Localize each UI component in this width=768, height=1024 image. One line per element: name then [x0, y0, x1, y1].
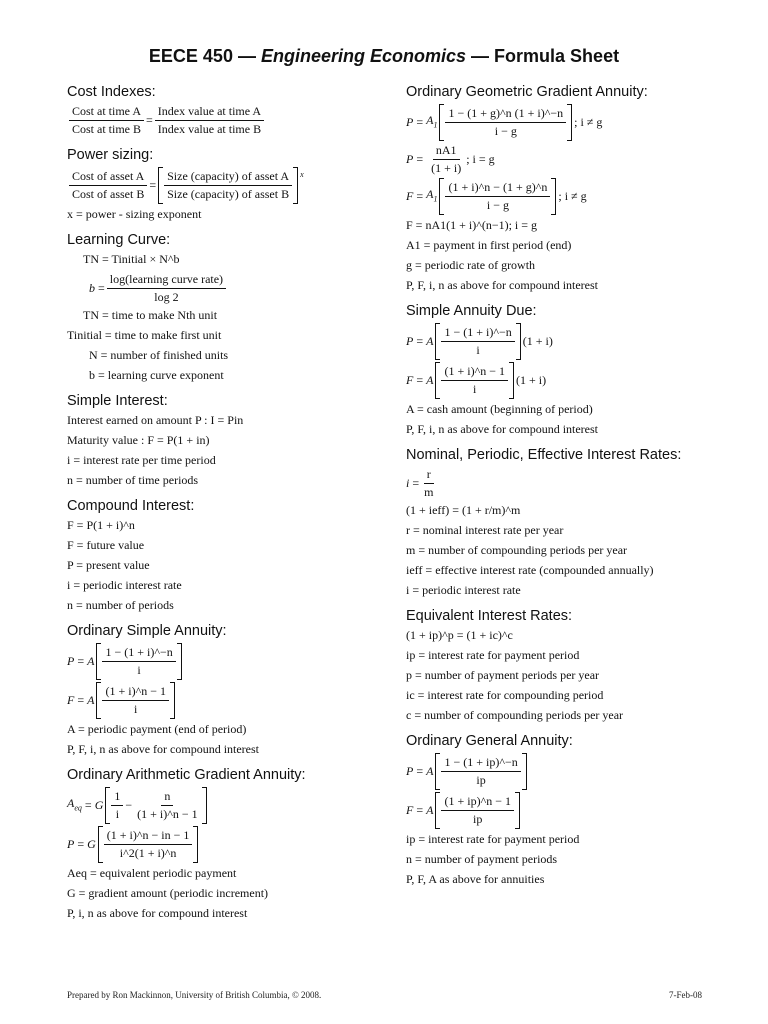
definition: c = number of compounding periods per year	[406, 708, 624, 722]
definition: Aeq = equivalent periodic payment	[67, 866, 237, 880]
section-cost-indexes	[67, 84, 387, 137]
definition: i = periodic interest rate	[406, 583, 521, 597]
definition: ip = interest rate for payment period	[406, 648, 580, 662]
section-simple-annuity-due	[406, 303, 736, 437]
section-heading: Equivalent Interest Rates:	[406, 608, 573, 624]
section-ordinary-general-annuity	[406, 733, 736, 887]
section-heading: Cost Indexes:	[67, 84, 156, 100]
section-heading: Ordinary Arithmetic Gradient Annuity:	[67, 767, 306, 783]
definition: Tinitial = time to make first unit	[67, 328, 222, 342]
definition: r = nominal interest rate per year	[406, 523, 564, 537]
learning-curve-formula: TN = Tinitial × N^b	[83, 252, 180, 266]
definition: F = P(1 + i)^n	[67, 518, 135, 532]
definition: n = number of periods	[67, 598, 174, 612]
section-heading: Ordinary General Annuity:	[406, 733, 573, 749]
page-title: EECE 450 — Engineering Economics — Formula Sheet	[148, 46, 620, 66]
definition: G = gradient amount (periodic increment)	[67, 886, 269, 900]
section-heading: Nominal, Periodic, Effective Interest Rates:	[406, 447, 682, 463]
power-sizing-formula: $\frac{\text{Cost of asset A}}{\text{Cost of asset B}}$ = $\frac{\text{Size (capacity) of asset A}}{\text{Size (capacity) of asset B}}$ $^x$	[67, 167, 387, 204]
right-column	[406, 80, 736, 897]
section-arithmetic-gradient-annuity	[67, 767, 387, 921]
section-compound-interest	[67, 498, 387, 613]
definition: Maturity value : F = P(1 + in)	[67, 433, 210, 447]
definition: m = number of compounding periods per year	[406, 543, 628, 557]
aeq-formula: $A_{eq}$ = G $\frac{1}{i}$ − $\frac{n}{(1 + i)\^{}n - 1}$	[67, 787, 387, 824]
section-heading: Power sizing:	[67, 147, 154, 163]
definition: b = learning curve exponent	[89, 368, 224, 382]
section-heading: Ordinary Geometric Gradient Annuity:	[406, 84, 648, 100]
cost-index-formula: $\frac{\text{Cost at time A}}{\text{Cost at time B}}$ = $\frac{\text{Index value at time A}}{\text{Index value at time B}}$	[67, 104, 387, 137]
definition: n = number of payment periods	[406, 852, 558, 866]
annuity-due-present-value-formula: P = A $\frac{1 - (1 + i)\^{}-n}{i}$ (1 + i)	[406, 323, 736, 360]
definition: x = power - sizing exponent	[67, 207, 202, 221]
definition: A = periodic payment (end of period)	[67, 722, 247, 736]
definition: A = cash amount (beginning of period)	[406, 402, 593, 416]
definition: A1 = payment in first period (end)	[406, 238, 572, 252]
periodic-rate-formula: i = $\frac{r}{m}$	[406, 467, 434, 499]
general-annuity-future-value-formula: F = A $\frac{(1 + ip)\^{}n - 1}{ip}$	[406, 792, 736, 829]
section-heading: Compound Interest:	[67, 498, 195, 514]
definition: P, F, i, n as above for compound interest	[406, 278, 599, 292]
geometric-future-value-formula: F = $A_1$ $\frac{(1 + i)\^{}n - (1 + g)\^{}n}{i - g}$ ; i ≠ g	[406, 178, 736, 215]
geometric-future-value-equal-formula: F = nA1(1 + i)^(n−1); i = g	[406, 218, 538, 232]
definition: g = periodic rate of growth	[406, 258, 536, 272]
definition: P, F, i, n as above for compound interest	[67, 742, 260, 756]
definition: P = present value	[67, 558, 150, 572]
annuity-due-future-value-formula: F = A $\frac{(1 + i)\^{}n - 1}{i}$ (1 + i)	[406, 362, 736, 399]
section-heading: Simple Annuity Due:	[406, 303, 537, 319]
section-nominal-periodic-effective-rates	[406, 447, 736, 598]
definition: P, F, A as above for annuities	[406, 872, 545, 886]
section-equivalent-interest-rates	[406, 608, 736, 723]
definition: TN = time to make Nth unit	[83, 308, 218, 322]
definition: ieff = effective interest rate (compounded annually)	[406, 563, 654, 577]
section-power-sizing	[67, 147, 387, 222]
section-heading: Simple Interest:	[67, 393, 168, 409]
general-annuity-present-value-formula: P = A $\frac{1 - (1 + ip)\^{}-n}{ip}$	[406, 753, 736, 790]
effective-rate-formula: (1 + ieff) = (1 + r/m)^m	[406, 503, 521, 517]
definition: P, i, n as above for compound interest	[67, 906, 248, 920]
definition: n = number of time periods	[67, 473, 199, 487]
b-formula: b = $\frac{\text{log(learning curve rate)}}{\log 2}$	[67, 272, 387, 305]
section-heading: Learning Curve:	[67, 232, 171, 248]
definition: F = future value	[67, 538, 145, 552]
section-heading: Ordinary Simple Annuity:	[67, 623, 227, 639]
section-simple-interest	[67, 393, 387, 488]
left-column	[67, 80, 387, 931]
footer-credit: Prepared by Ron Mackinnon, University of British Columbia, © 2008.	[67, 990, 322, 1000]
geometric-present-value-formula: P = $A_1$ $\frac{1 - (1 + g)\^{}n (1 + i)\^{}-n}{i - g}$ ; i ≠ g	[406, 104, 736, 141]
future-value-formula: F = A $\frac{(1 + i)\^{}n - 1}{i}$	[67, 682, 387, 719]
definition: Interest earned on amount P : I = Pin	[67, 413, 244, 427]
geometric-present-value-equal-formula: P = $\frac{nA1}{(1 + i)}$ ; i = g	[406, 143, 495, 175]
equivalent-rate-formula: (1 + ip)^p = (1 + ic)^c	[406, 628, 513, 642]
definition: ip = interest rate for payment period	[406, 832, 580, 846]
definition: i = interest rate per time period	[67, 453, 216, 467]
present-value-formula: P = A $\frac{1 - (1 + i)\^{}-n}{i}$	[67, 643, 387, 680]
section-learning-curve	[67, 232, 387, 383]
definition: p = number of payment periods per year	[406, 668, 600, 682]
section-geometric-gradient-annuity	[406, 84, 736, 293]
definition: P, F, i, n as above for compound interest	[406, 422, 599, 436]
footer-date: 7-Feb-08	[669, 990, 702, 1000]
definition: ic = interest rate for compounding period	[406, 688, 604, 702]
gradient-present-value-formula: P = G $\frac{(1 + i)\^{}n - in - 1}{i\^{}2(1 + i)\^{}n}$	[67, 826, 387, 863]
definition: N = number of finished units	[89, 348, 229, 362]
definition: i = periodic interest rate	[67, 578, 182, 592]
section-ordinary-simple-annuity	[67, 623, 387, 757]
